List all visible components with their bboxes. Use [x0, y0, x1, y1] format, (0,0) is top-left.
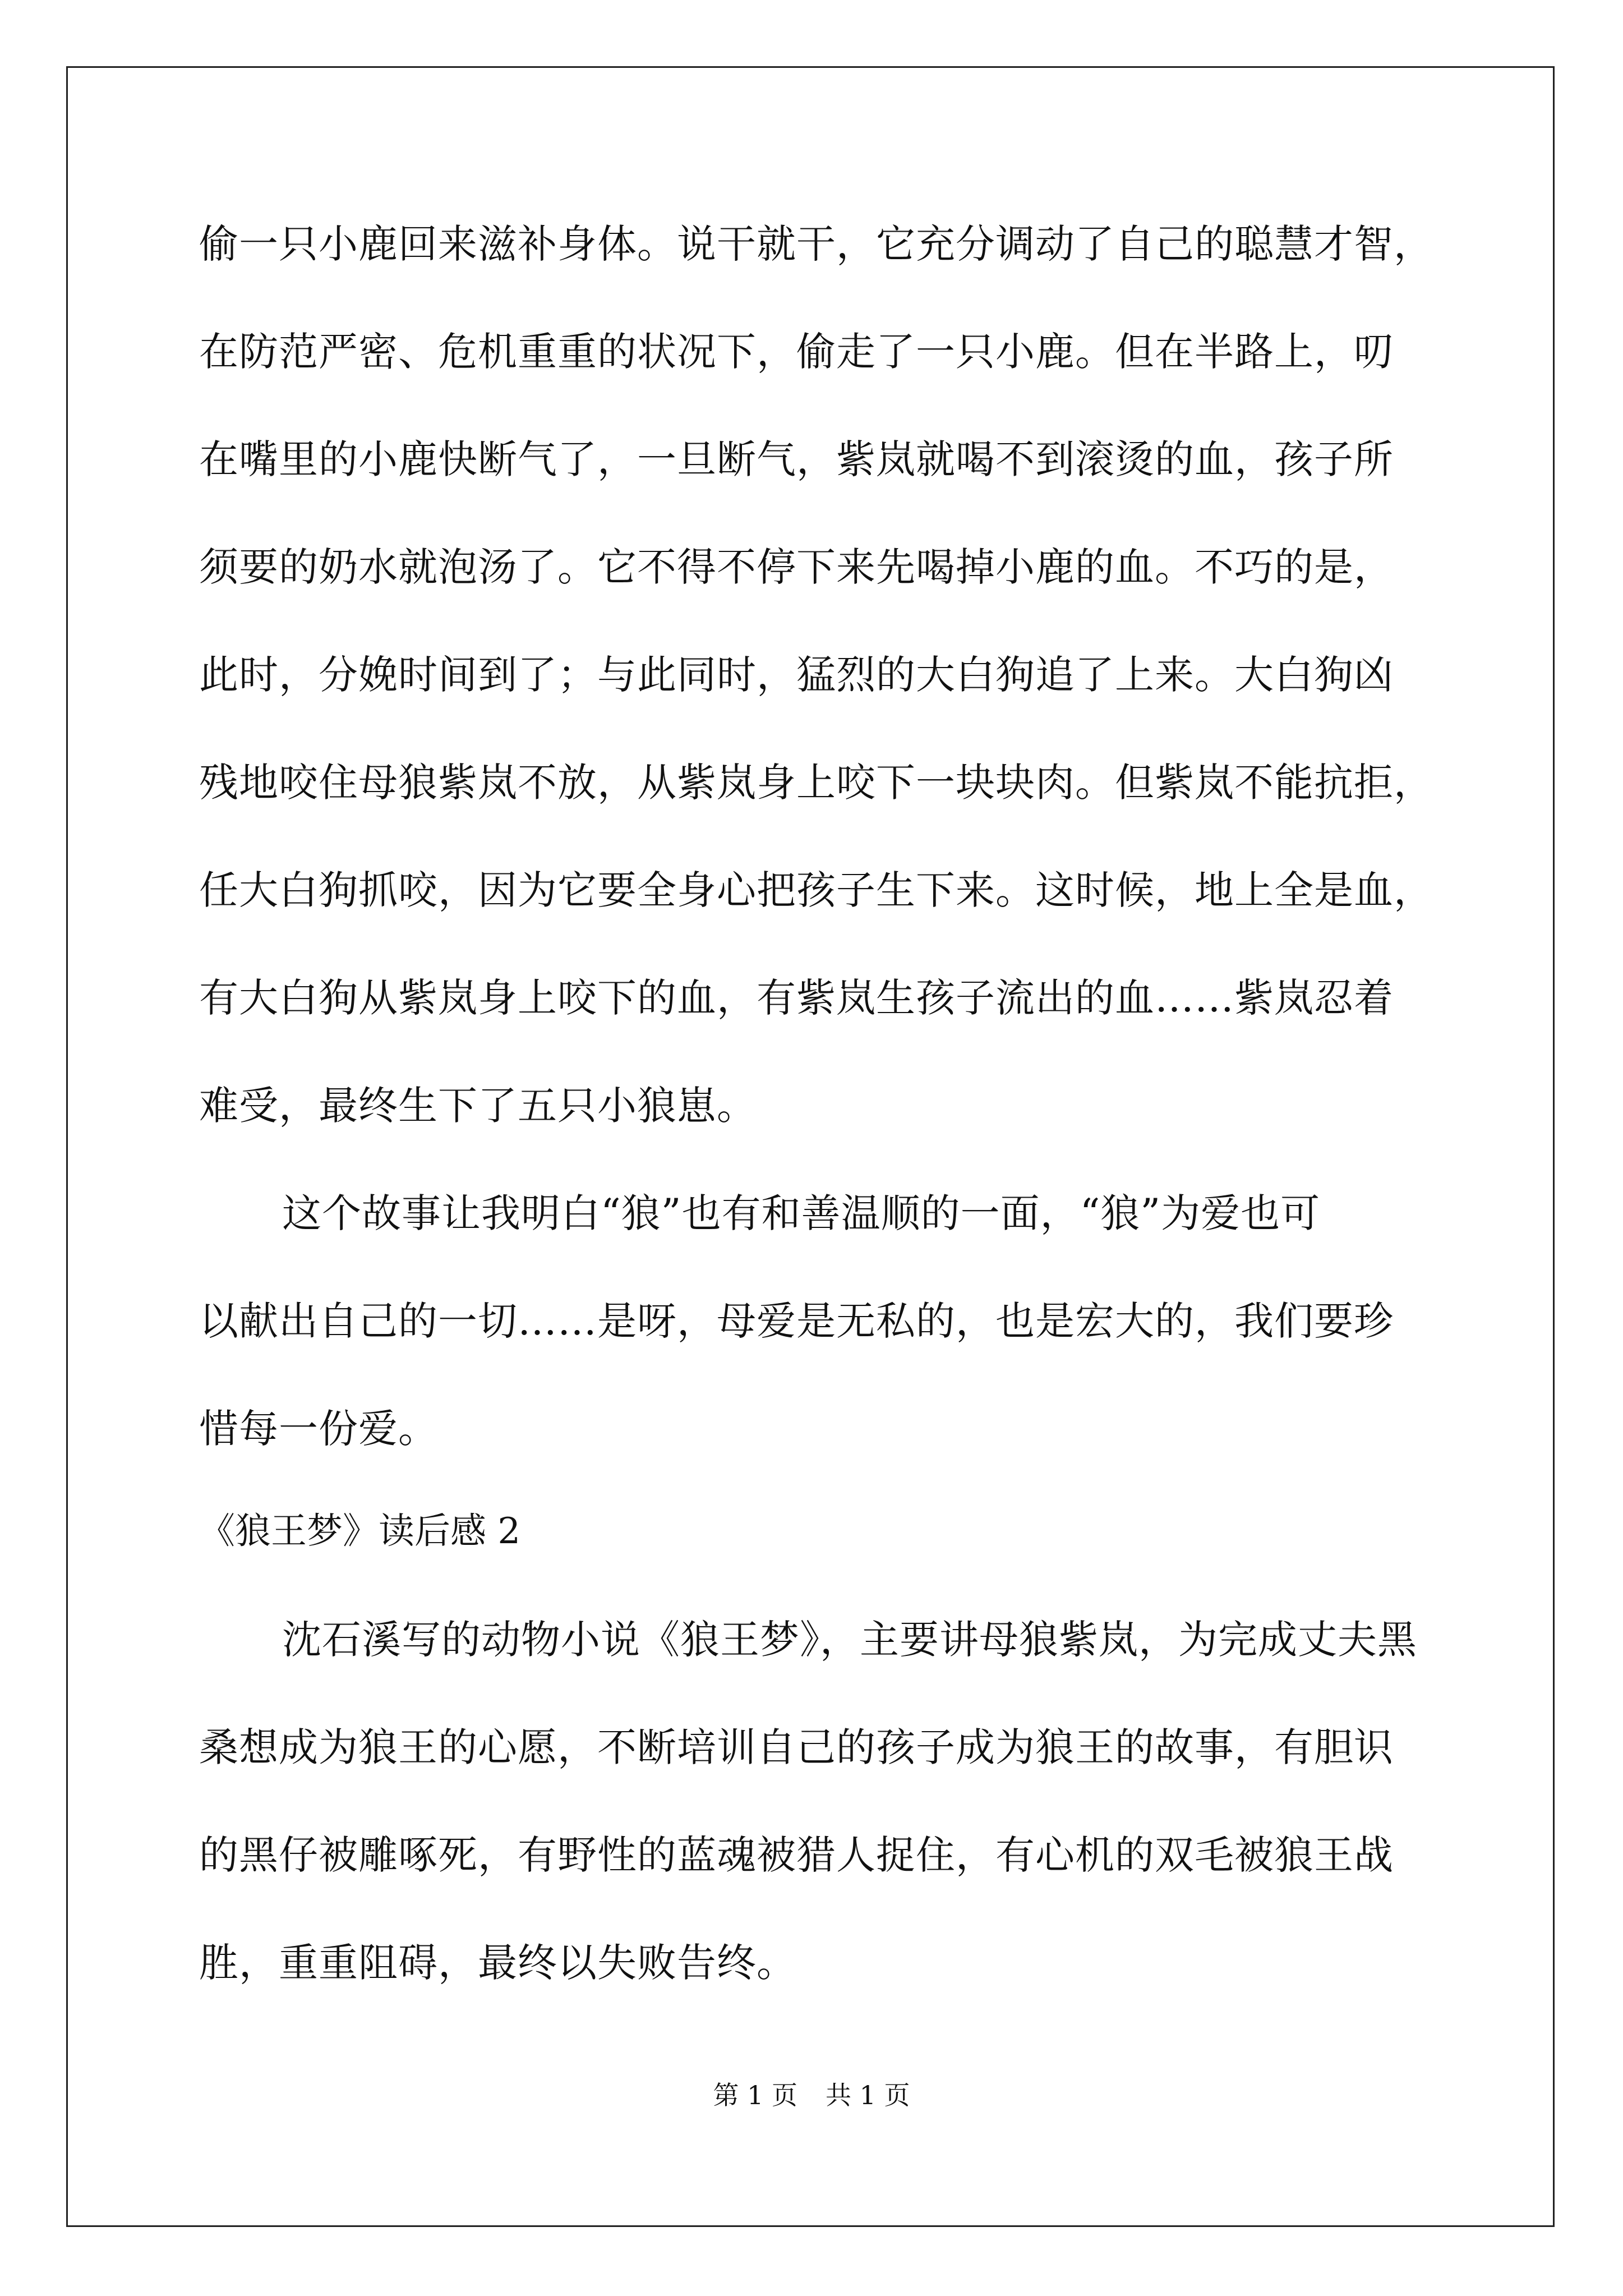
section-heading: 《狼王梦》读后感 2: [199, 1511, 521, 1552]
page-number-total: 共 1 页: [826, 2080, 910, 2110]
paragraph-3-line-2: 桑想成为狼王的心愿，不断培训自己的孩子成为狼王的故事，有胆识: [199, 1724, 1394, 1770]
paragraph-1-line-7: 任大白狗抓咬，因为它要全身心把孩子生下来。这时候，地上全是血，: [199, 867, 1433, 913]
paragraph-1-line-5: 此时，分娩时间到了；与此同时，猛烈的大白狗追了上来。大白狗凶: [199, 652, 1394, 698]
paragraph-3-line-4: 胜，重重阻碍，最终以失败告终。: [199, 1940, 796, 1986]
page-border: [66, 66, 1555, 2227]
paragraph-1-line-3: 在嘴里的小鹿快断气了，一旦断气，紫岚就喝不到滚烫的血，孩子所: [199, 436, 1394, 482]
paragraph-3-line-1: 沈石溪写的动物小说《狼王梦》，主要讲母狼紫岚，为完成丈夫黑: [282, 1617, 1417, 1663]
paragraph-2-line-2: 以献出自己的一切……是呀，母爱是无私的，也是宏大的，我们要珍: [199, 1298, 1394, 1344]
paragraph-1-line-9: 难受，最终生下了五只小狼崽。: [199, 1083, 757, 1129]
paragraph-3-line-3: 的黑仔被雕啄死，有野性的蓝魂被猎人捉住，有心机的双毛被狼王战: [199, 1832, 1394, 1878]
page-number-current: 第 1 页: [713, 2080, 797, 2110]
paragraph-1-line-1: 偷一只小鹿回来滋补身体。说干就干，它充分调动了自己的聪慧才智，: [199, 221, 1433, 267]
paragraph-1-line-4: 须要的奶水就泡汤了。它不得不停下来先喝掉小鹿的血。不巧的是，: [199, 544, 1394, 590]
paragraph-1-line-8: 有大白狗从紫岚身上咬下的血，有紫岚生孩子流出的血……紫岚忍着: [199, 975, 1394, 1021]
paragraph-2-line-3: 惜每一份爱。: [199, 1406, 438, 1452]
paragraph-2-line-1: 这个故事让我明白“狼”也有和善温顺的一面，“狼”为爱也可: [282, 1190, 1321, 1236]
paragraph-1-line-6: 残地咬住母狼紫岚不放，从紫岚身上咬下一块块肉。但紫岚不能抗拒，: [199, 760, 1433, 806]
paragraph-1-line-2: 在防范严密、危机重重的状况下，偷走了一只小鹿。但在半路上，叨: [199, 329, 1394, 375]
page-footer: [0, 2076, 1623, 2115]
